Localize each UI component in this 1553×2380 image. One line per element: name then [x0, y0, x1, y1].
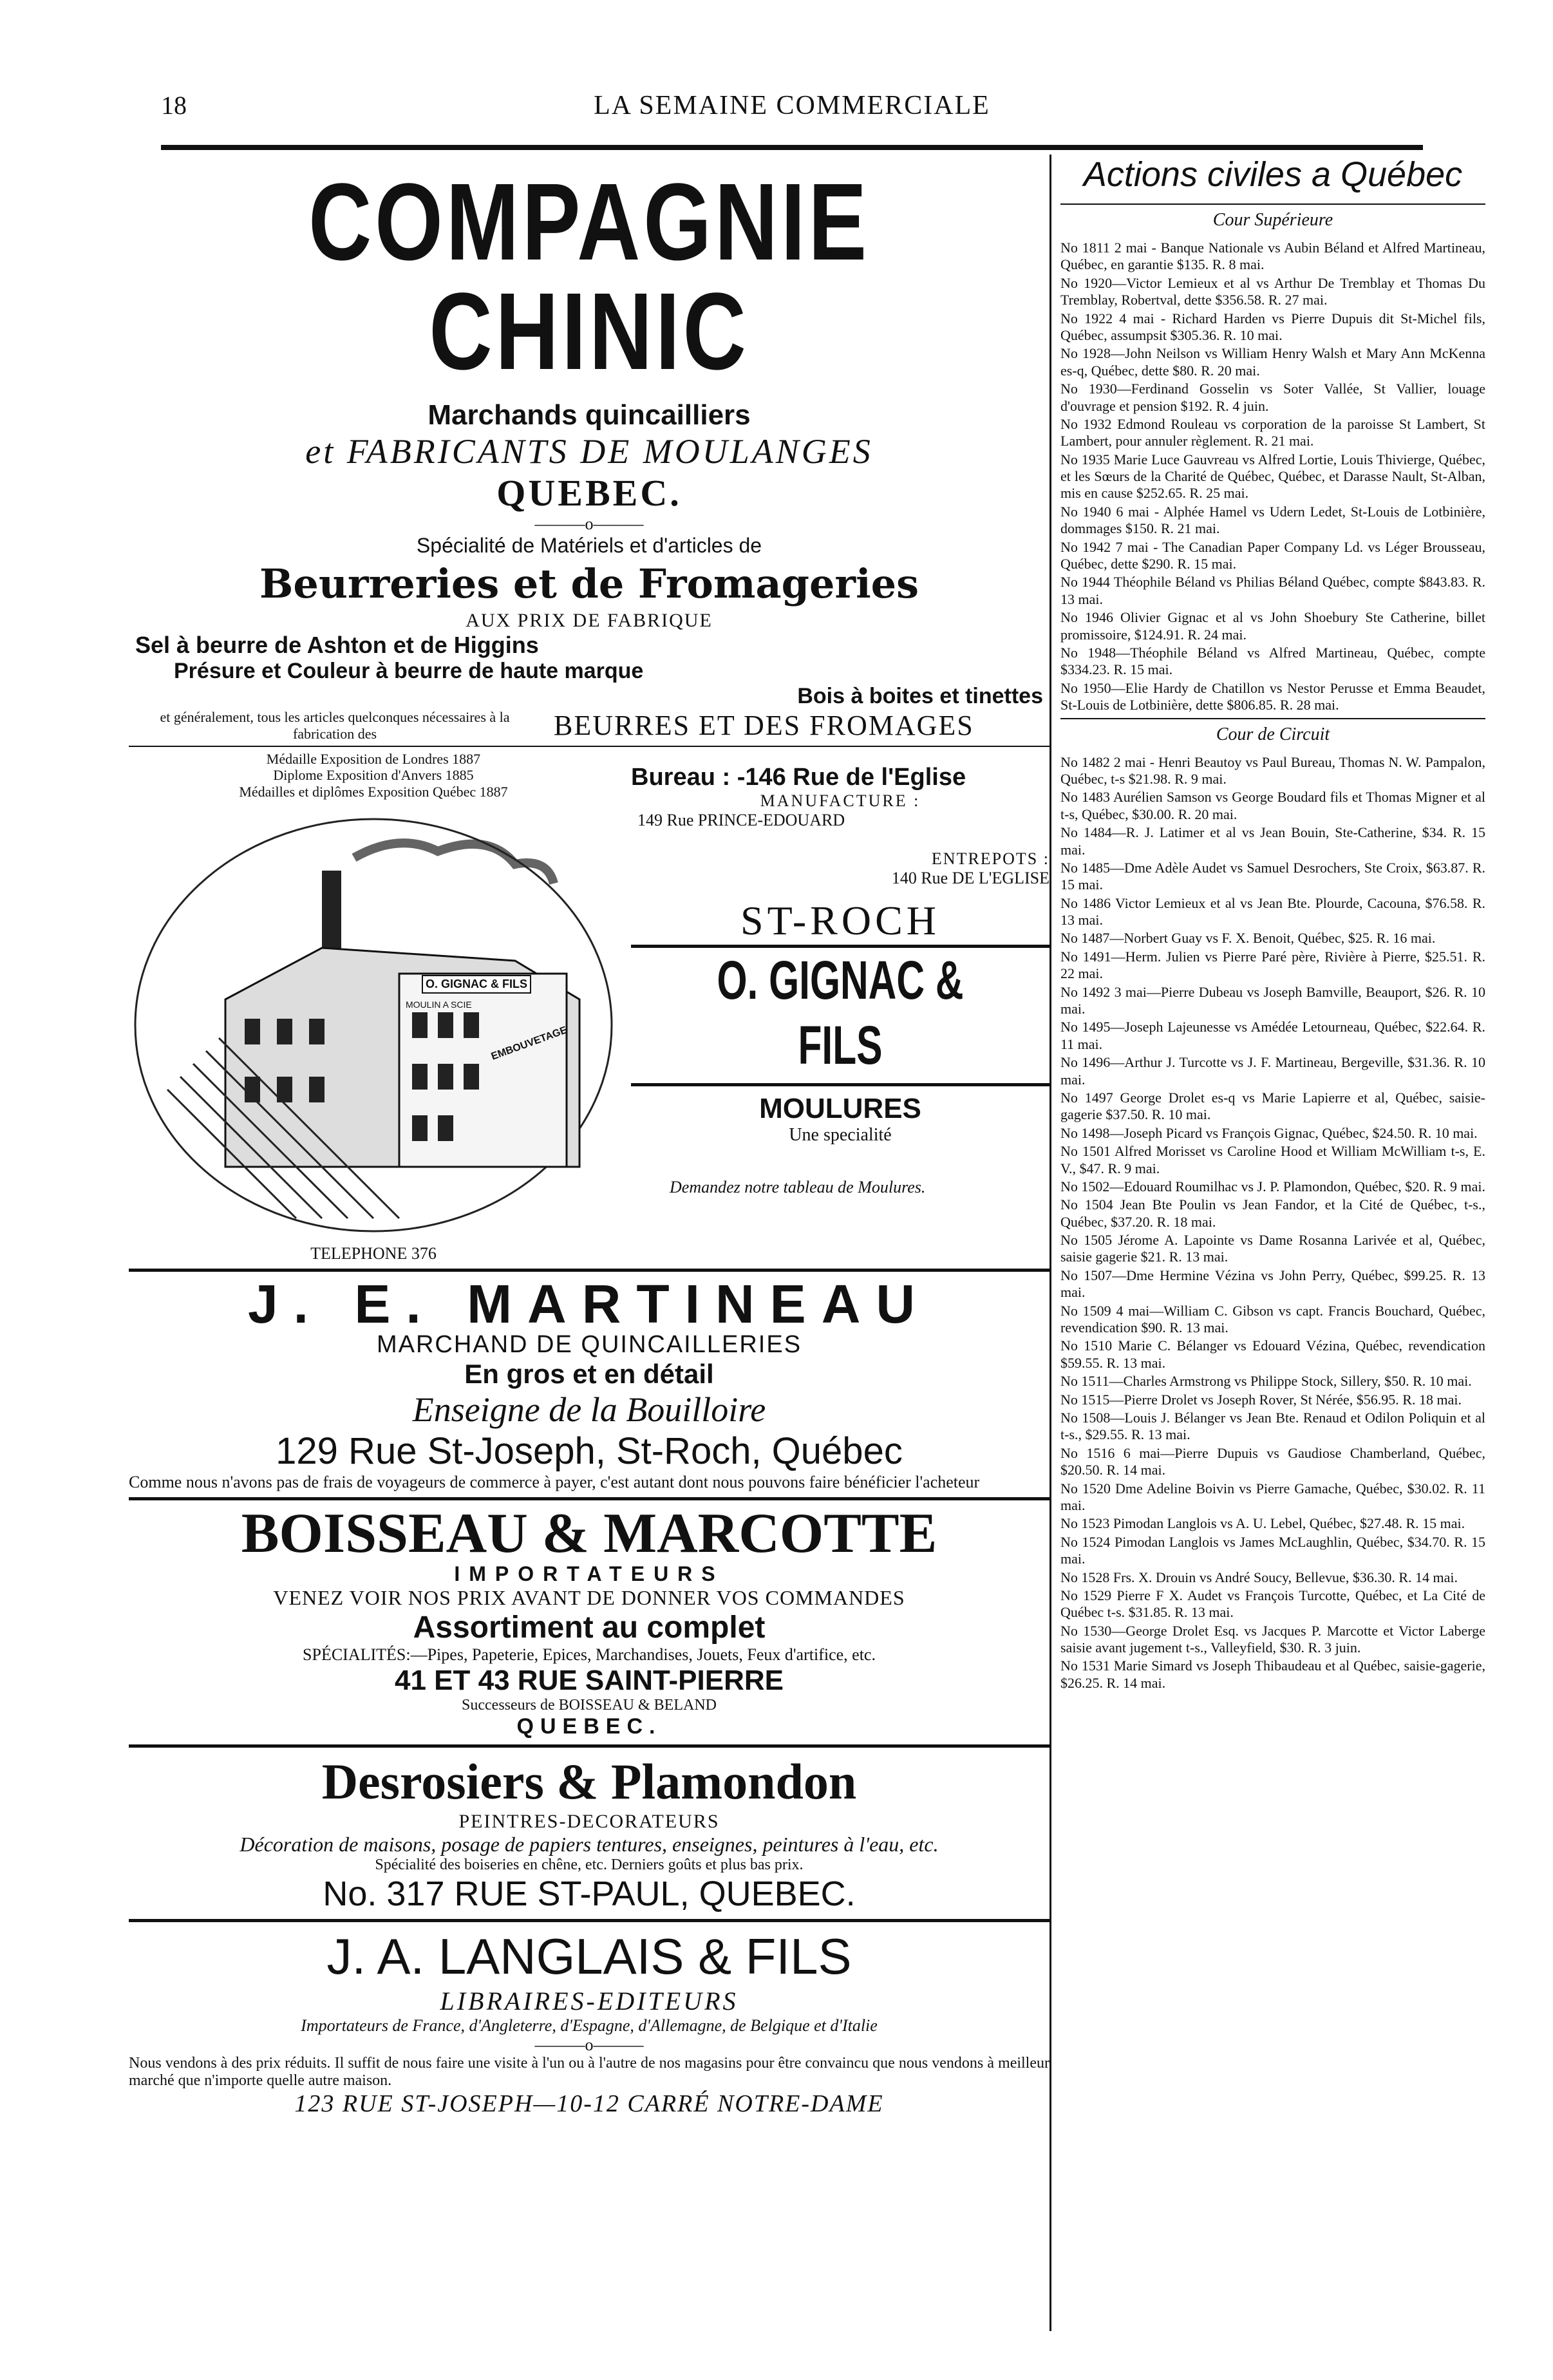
- court-entry: No 1484—R. J. Latimer et al vs Jean Bouin, Ste-Catherine, $34. R. 15 mai.: [1060, 824, 1485, 858]
- langlais-sep: ———o———: [534, 2035, 644, 2054]
- civil-actions-column: [1049, 155, 1485, 2331]
- desrosiers-title: Desrosiers & Plamondon: [321, 1753, 857, 1809]
- court-entry: No 1948—Théophile Béland vs Alfred Martineau, Québec, compte $334.23. R. 15 mai.: [1060, 644, 1485, 678]
- court-entry: No 1528 Frs. X. Drouin vs André Soucy, Bellevue, $36.30. R. 14 mai.: [1060, 1569, 1458, 1585]
- section-cour-circuit: Cour de Circuit: [1216, 724, 1330, 744]
- gignac-speciality: Une specialité: [789, 1124, 892, 1145]
- court-entry: No 1811 2 mai - Banque Nationale vs Aubin Béland et Alfred Martineau, Québec, en garantie $135. R. 8 mai.: [1060, 240, 1485, 273]
- desrosiers-trade: PEINTRES-DECORATEURS: [458, 1810, 720, 1832]
- gignac-demand: Demandez notre tableau de Moulures.: [670, 1177, 926, 1196]
- advertisements-column: [129, 155, 1049, 2118]
- chinic-entrepots: ENTREPOTS :: [931, 849, 1049, 868]
- chinic-bureau: Bureau : -146 Rue de l'Eglise: [631, 764, 966, 791]
- medal-london: Médaille Exposition de Londres 1887: [266, 751, 481, 767]
- chinic-boxes: Bois à boites et tinettes: [797, 684, 1043, 708]
- chinic-general-big: BEURRES ET DES FROMAGES: [554, 710, 974, 741]
- boisseau-address: 41 ET 43 RUE SAINT-PIERRE: [395, 1664, 784, 1696]
- chinic-line1: Marchands quincailliers: [428, 399, 751, 431]
- court-entry: No 1496—Arthur J. Turcotte vs J. F. Martineau, Bergeville, $31.36. R. 10 mai.: [1060, 1054, 1485, 1088]
- boisseau-city: QUEBEC.: [516, 1714, 662, 1739]
- court-entry: No 1509 4 mai—William C. Gibson vs capt. Francis Bouchard, Québec, revendication $90. R. 13 mai.: [1060, 1302, 1485, 1336]
- chinic-telephone: TELEPHONE 376: [310, 1243, 437, 1263]
- ad-desrosiers-plamondon: [129, 1753, 1049, 1914]
- martineau-title: J. E. MARTINEAU: [247, 1273, 931, 1334]
- cour-circuit-list: [1060, 754, 1485, 1692]
- court-entry: No 1482 2 mai - Henri Beautoy vs Paul Bureau, Thomas N. W. Pampalon, Québec, t-s $21.98. R. 9 mai.: [1060, 753, 1485, 787]
- court-entry: No 1508—Louis J. Bélanger vs Jean Bte. Renaud et Odilon Poliquin et al t-s., $29.55. R. 13 mai.: [1060, 1410, 1485, 1443]
- court-entry: No 1507—Dme Hermine Vézina vs John Perry, Québec, $99.25. R. 13 mai.: [1060, 1267, 1485, 1301]
- langlais-address: 123 RUE ST-JOSEPH—10-12 CARRÉ NOTRE-DAME: [294, 2090, 884, 2117]
- ad-martineau: [129, 1273, 1049, 1492]
- court-entry: No 1942 7 mai - The Canadian Paper Company Ld. vs Léger Brousseau, Québec, dette $290. R. 15 mai.: [1060, 538, 1485, 572]
- boisseau-title: BOISSEAU & MARCOTTE: [241, 1502, 937, 1565]
- chinic-presure: Présure et Couleur à beurre de haute marque: [174, 659, 644, 683]
- court-entry: No 1928—John Neilson vs William Henry Walsh et Mary Ann McKenna es-q, Québec, dette $80. R. 20 mai.: [1060, 345, 1485, 379]
- court-entry: No 1495—Joseph Lajeunesse vs Amédée Letourneau, Québec, $22.64. R. 11 mai.: [1060, 1019, 1485, 1052]
- court-entry: No 1511—Charles Armstrong vs Philippe Stock, Sillery, $50. R. 10 mai.: [1060, 1373, 1472, 1390]
- medal-quebec: Médailles et diplômes Exposition Québec 1887: [239, 783, 508, 800]
- chinic-general: et généralement, tous les articles quelconques nécessaires à la fabrication des: [160, 709, 510, 742]
- chinic-prices: AUX PRIX DE FABRIQUE: [466, 610, 713, 631]
- court-entry: No 1491—Herm. Julien vs Pierre Paré père, Rivière à Pierre, $25.51. R. 22 mai.: [1060, 948, 1485, 982]
- header-rule: [161, 145, 1423, 150]
- martineau-address: 129 Rue St-Joseph, St-Roch, Québec: [276, 1430, 903, 1472]
- court-entry: No 1505 Jérome A. Lapointe vs Dame Rosanna Larivée et al, Québec, saisie gagerie $21. R. 13 mai.: [1060, 1232, 1485, 1265]
- court-entry: No 1950—Elie Hardy de Chatillon vs Nestor Perusse et Emma Beaudet, St-Louis de Lotbinière, dette $806.85. R. 28 mai.: [1060, 679, 1485, 713]
- desrosiers-address: No. 317 RUE ST-PAUL, QUEBEC.: [323, 1874, 856, 1913]
- ad-gignac: [631, 948, 1049, 1197]
- court-entry: No 1531 Marie Simard vs Joseph Thibaudeau et al Québec, saisie-gagerie, $26.25. R. 14 mai.: [1060, 1658, 1485, 1691]
- chinic-headline: Beurreries et de Fromageries: [259, 560, 919, 607]
- court-entry: No 1504 Jean Bte Poulin vs Jean Fandor, et la Cité de Québec, t-s., Québec, $37.20. R. 18 mai.: [1060, 1196, 1485, 1230]
- martineau-sign: Enseigne de la Bouilloire: [412, 1390, 766, 1429]
- desrosiers-spec: Spécialité des boiseries en chêne, etc. Derniers goûts et plus bas prix.: [375, 1856, 804, 1873]
- ad-boisseau-marcotte: [129, 1502, 1049, 1739]
- court-entry: No 1930—Ferdinand Gosselin vs Soter Vallée, St Vallier, louage d'ouvrage et pension $192. R. 4 juin.: [1060, 381, 1485, 414]
- page-header: [161, 90, 1423, 129]
- boisseau-see: VENEZ VOIR NOS PRIX AVANT DE DONNER VOS COMMANDES: [273, 1585, 905, 1609]
- boisseau-assortment: Assortiment au complet: [413, 1610, 766, 1645]
- ad-langlais: [129, 1927, 1049, 2118]
- gignac-title: O. GIGNAC & FILS: [717, 950, 964, 1075]
- chinic-manufacture-addr: 149 Rue PRINCE-EDOUARD: [637, 811, 845, 829]
- cour-superieure-list: [1060, 240, 1485, 714]
- district-st-roch: ST-ROCH: [631, 897, 1049, 948]
- court-entry: No 1529 Pierre F X. Audet vs François Turcotte, Québec, et La Cité de Québec t-s. $31.85. R. 13 mai.: [1060, 1587, 1485, 1621]
- court-entry: No 1524 Pimodan Langlois vs James McLaughlin, Québec, $34.70. R. 15 mai.: [1060, 1533, 1485, 1567]
- desrosiers-desc: Décoration de maisons, posage de papiers tentures, enseignes, peintures à l'eau, etc.: [240, 1832, 939, 1856]
- chinic-manufacture: MANUFACTURE :: [760, 791, 921, 810]
- factory-illustration: [129, 806, 618, 1244]
- chinic-line2: et FABRICANTS DE MOULANGES: [305, 432, 873, 471]
- court-entry: No 1920—Victor Lemieux et al vs Arthur De Tremblay et Thomas Du Tremblay, Robertval, dette $356.58. R. 27 mai.: [1060, 274, 1485, 308]
- court-entry: No 1922 4 mai - Richard Harden vs Pierre Dupuis dit St-Michel fils, Québec, assumpsit $305.36. R. 10 mai.: [1060, 310, 1485, 343]
- court-entry: No 1486 Victor Lemieux et al vs Jean Bte. Plourde, Cacouna, $76.58. R. 13 mai.: [1060, 894, 1485, 929]
- chinic-sep: ———o———: [534, 515, 644, 533]
- court-entry: No 1497 George Drolet es-q vs Marie Lapierre et al, Québec, saisie-gagerie $37.50. R. 10 mai.: [1060, 1089, 1485, 1123]
- court-entry: No 1520 Dme Adeline Boivin vs Pierre Gamache, Québec, $30.02. R. 11 mai.: [1060, 1480, 1485, 1513]
- civil-actions-title: Actions civiles a Québec: [1083, 155, 1463, 194]
- boisseau-trade: IMPORTATEURS: [454, 1562, 724, 1585]
- court-entry: No 1523 Pimodan Langlois vs A. U. Lebel, Québec, $27.48. R. 15 mai.: [1060, 1515, 1465, 1532]
- court-entry: No 1946 Olivier Gignac et al vs John Shoebury Ste Catherine, billet promissoire, $124.91. R. 24 mai.: [1060, 609, 1485, 643]
- court-entry: No 1944 Théophile Béland vs Philias Béland Québec, compte $843.83. R. 13 mai.: [1060, 574, 1485, 607]
- chinic-entrepots-addr: 140 Rue DE L'EGLISE: [891, 869, 1049, 887]
- court-entry: No 1501 Alfred Morisset vs Caroline Hood et William McWilliam t-s, E. V., $47. R. 9 mai.: [1060, 1143, 1485, 1176]
- chinic-city: QUEBEC.: [496, 472, 682, 514]
- martineau-note: Comme nous n'avons pas de frais de voyageurs de commerce à payer, c'est autant dont nous pouvons faire bénéficier l'acheteur: [129, 1472, 980, 1491]
- ad-compagnie-chinic: [129, 161, 1049, 1263]
- court-entry: No 1483 Aurélien Samson vs George Boudard fils et Thomas Migner et al t-s, Québec, $30.00. R. 20 mai.: [1060, 789, 1485, 822]
- building-sign-embouvetage: EMBOUVETAGE: [489, 1025, 569, 1062]
- court-entry: No 1940 6 mai - Alphée Hamel vs Udern Ledet, St-Louis de Lotbinière, dommages $150. R. 21 mai.: [1060, 503, 1485, 537]
- medal-antwerp: Diplome Exposition d'Anvers 1885: [273, 767, 474, 784]
- langlais-title: J. A. LANGLAIS & FILS: [326, 1927, 852, 1985]
- gignac-product: MOULURES: [759, 1092, 921, 1124]
- court-entry: No 1515—Pierre Drolet vs Joseph Rover, St Nérée, $56.95. R. 18 mai.: [1060, 1391, 1462, 1408]
- court-entry: No 1502—Edouard Roumilhac vs J. P. Plamondon, Québec, $20. R. 9 mai.: [1060, 1178, 1485, 1195]
- court-entry: No 1932 Edmond Rouleau vs corporation de la paroisse St Lambert, St Lambert, pour annuler règlement. R. 21 mai.: [1060, 415, 1485, 449]
- court-entry: No 1487—Norbert Guay vs F. X. Benoit, Québec, $25. R. 16 mai.: [1060, 930, 1436, 947]
- court-entry: No 1492 3 mai—Pierre Dubeau vs Joseph Bamville, Beauport, $26. R. 10 mai.: [1060, 983, 1485, 1017]
- court-entry: No 1498—Joseph Picard vs François Gignac, Québec, $24.50. R. 10 mai.: [1060, 1124, 1478, 1141]
- chinic-specialty: Spécialité de Matériels et d'articles de: [416, 534, 762, 557]
- court-entry: No 1530—George Drolet Esq. vs Jacques P. Marcotte et Victor Laberge saisie avant jugement t-s., Valleyfield, $30. R. 3 juin.: [1060, 1622, 1485, 1656]
- chinic-salt: Sel à beurre de Ashton et de Higgins: [135, 632, 539, 658]
- court-entry: No 1510 Marie C. Bélanger vs Edouard Vézina, Québec, revendication $59.55. R. 13 mai.: [1060, 1337, 1485, 1371]
- chinic-title: COMPAGNIE CHINIC: [308, 161, 870, 393]
- martineau-wholesale: En gros et en détail: [464, 1358, 714, 1389]
- building-sign-mill: MOULIN A SCIE: [406, 999, 472, 1010]
- martineau-trade: MARCHAND DE QUINCAILLERIES: [376, 1330, 802, 1358]
- court-entry: No 1485—Dme Adèle Audet vs Samuel Desrochers, Ste Croix, $63.87. R. 15 mai.: [1060, 859, 1485, 893]
- court-entry: No 1935 Marie Luce Gauvreau vs Alfred Lortie, Louis Thivierge, Québec, et les Sœurs de la Charité de Québec, Québec, et Darasse Nault, St-Alban, mis en cause $252.65. R. 25 mai.: [1060, 451, 1485, 502]
- boisseau-specialties: SPÉCIALITÉS:—Pipes, Papeterie, Epices, Marchandises, Jouets, Feux d'artifice, etc.: [303, 1645, 876, 1664]
- court-entry: No 1516 6 mai—Pierre Dupuis vs Gaudiose Chamberland, Québec, $20.50. R. 14 mai.: [1060, 1444, 1485, 1478]
- langlais-text: Nous vendons à des prix réduits. Il suffit de nous faire une visite à l'un ou à l'autre de nos magasins pour être convaincu que nous vendons à meilleur marché que n'importe quelle autre maison.: [129, 2054, 1049, 2089]
- journal-title: LA SEMAINE COMMERCIALE: [594, 91, 990, 120]
- langlais-trade: LIBRAIRES-EDITEURS: [440, 1986, 739, 2016]
- section-cour-superieure: Cour Supérieure: [1212, 210, 1333, 230]
- building-sign: O. GIGNAC & FILS: [422, 975, 531, 994]
- page-number: 18: [161, 91, 187, 120]
- factory-engraving: [129, 806, 618, 1244]
- langlais-importers: Importateurs de France, d'Angleterre, d'Espagne, d'Allemagne, de Belgique et d'Italie: [301, 2016, 878, 2035]
- boisseau-successors: Successeurs de BOISSEAU & BELAND: [462, 1696, 717, 1714]
